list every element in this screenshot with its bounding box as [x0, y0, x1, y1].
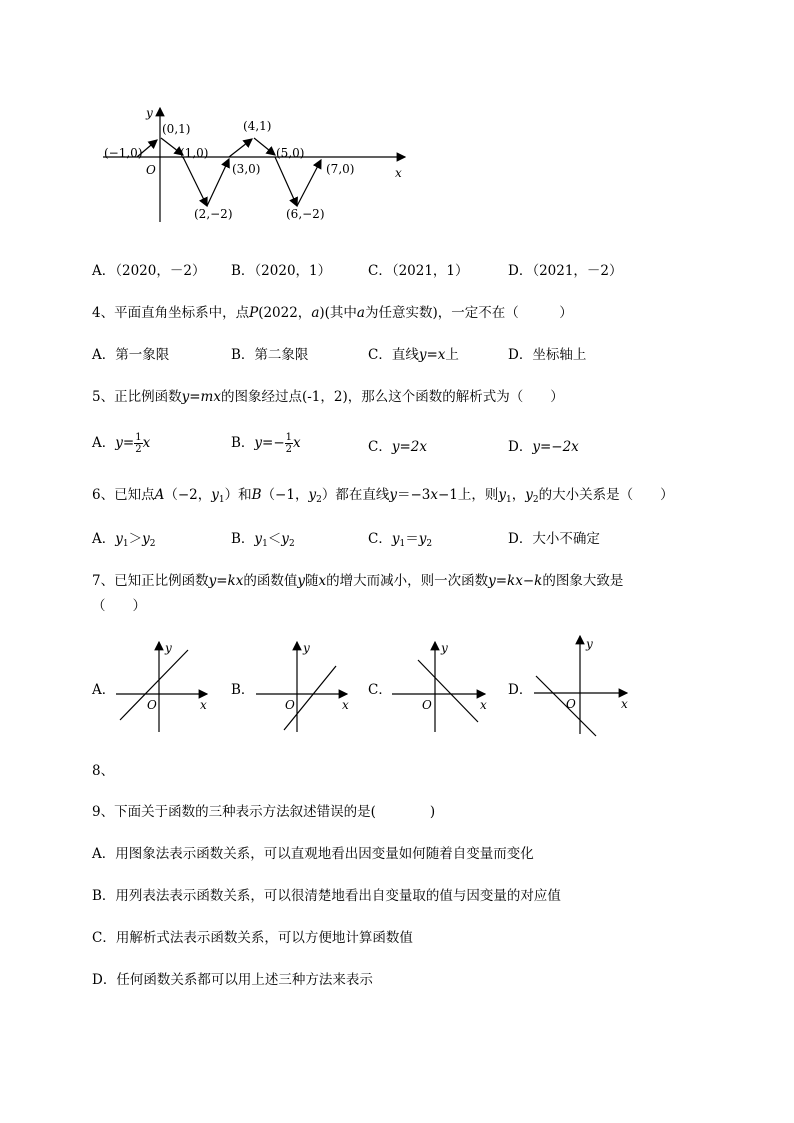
q6-option-c: C．$y_1=y_2$: [368, 531, 433, 549]
point-label-7: (5,0): [276, 146, 305, 160]
q7-graph-d: [530, 630, 634, 740]
q9-option-a: A．用图象法表示函数关系，可以直观地看出因变量如何随着自变量而变化: [92, 846, 534, 862]
segment-6: [254, 138, 275, 155]
svg-text:O: O: [566, 697, 576, 711]
q9-option-b: B．用列表法表示函数关系，可以很清楚地看出自变量取的值与因变量的对应值: [92, 888, 561, 904]
q7-graph-a: [112, 636, 214, 736]
svg-text:O: O: [422, 698, 432, 712]
q5-option-a: A．y= $\frac{1}{2}$ x: [92, 432, 151, 455]
svg-text:O: O: [285, 698, 295, 712]
segment-4: [207, 159, 229, 206]
svg-text:y: y: [441, 641, 448, 655]
q7-graph-d-label: D．: [508, 682, 533, 698]
segment-5: [229, 139, 252, 157]
svg-text:x: x: [200, 698, 207, 712]
origin-label: O: [146, 163, 156, 177]
point-label-3: (1,0): [180, 146, 209, 160]
q7-graph-c-line: [418, 660, 478, 722]
q4-stem: 4、平面直角坐标系中，点P(2022，a)(其中a为任意实数)，一定不在（ ）: [92, 305, 573, 321]
q9-option-c: C．用解析式法表示函数关系，可以方便地计算函数值: [92, 930, 413, 946]
q4-option-b: B．第二象限: [231, 347, 309, 363]
y-axis-label: y: [146, 106, 153, 120]
q8-stem: 8、: [92, 763, 115, 779]
q5-stem: 5、正比例函数y=mx的图象经过点(-1，2)，那么这个函数的解析式为（ ）: [92, 389, 564, 405]
q7-graph-b: [252, 636, 354, 736]
q3-option-d: D．（2021，－2）: [508, 263, 623, 279]
q5-option-c: C．y=2x: [368, 439, 427, 455]
segment-7: [275, 157, 297, 206]
q6-option-b: B．$y_1<y_2$: [231, 531, 295, 549]
q7-graph-c-label: C．: [368, 682, 392, 698]
x-axis-label: x: [395, 166, 402, 180]
q3-option-c: C．（2021，1）: [368, 263, 469, 279]
point-label-1: (−1,0): [104, 146, 143, 160]
q7-graph-b-label: B．: [231, 682, 255, 698]
q7-graph-c: [388, 636, 492, 736]
q6-stem: 6、已知点A（−2，$y_1$）和B（−1，$y_2$）都在直线y＝−3x−1上，则$y_1$，$y_2$的大小关系是（ ）: [92, 487, 674, 505]
q5-option-b: B．y=− $\frac{1}{2}$ x: [231, 432, 301, 455]
q7-stem-paren: （ ）: [92, 598, 146, 614]
svg-text:y: y: [303, 641, 310, 655]
point-label-6: (4,1): [243, 119, 272, 133]
q3-option-b: B．（2020，1）: [231, 263, 332, 279]
svg-text:y: y: [165, 641, 172, 655]
fraction-half: $\frac{1}{2}$: [135, 432, 142, 455]
svg-text:x: x: [342, 698, 349, 712]
q7-graph-a-label: A．: [92, 682, 116, 698]
segment-8: [297, 160, 321, 206]
q5-option-d: D．y=−2x: [508, 439, 579, 455]
fraction-half: $\frac{1}{2}$: [285, 432, 293, 455]
svg-text:x: x: [621, 697, 628, 711]
point-label-8: (6,−2): [286, 207, 325, 221]
zigzag-graph: [95, 100, 415, 230]
svg-text:x: x: [480, 698, 487, 712]
q4-option-a: A．第一象限: [92, 347, 170, 363]
q6-option-a: A．$y_1>y_2$: [92, 531, 156, 549]
point-label-5: (3,0): [232, 162, 261, 176]
q4-option-d: D．坐标轴上: [508, 347, 587, 363]
q6-option-d: D．大小不确定: [508, 531, 600, 547]
q9-option-d: D．任何函数关系都可以用上述三种方法来表示: [92, 972, 373, 988]
point-label-4: (2,−2): [194, 207, 233, 221]
q4-option-c: C．直线y=x上: [368, 347, 459, 363]
point-label-2: (0,1): [162, 122, 191, 136]
point-label-9: (7,0): [326, 162, 355, 176]
q3-option-a: A．（2020，－2）: [92, 263, 206, 279]
svg-text:O: O: [147, 698, 157, 712]
svg-text:y: y: [586, 637, 593, 651]
segment-3: [183, 157, 207, 206]
q9-stem: 9、下面关于函数的三种表示方法叙述错误的是( ): [92, 804, 436, 820]
q7-stem: 7、已知正比例函数y=kx的函数值y随x的增大而减小，则一次函数y=kx−k的图象大致是: [92, 573, 624, 589]
